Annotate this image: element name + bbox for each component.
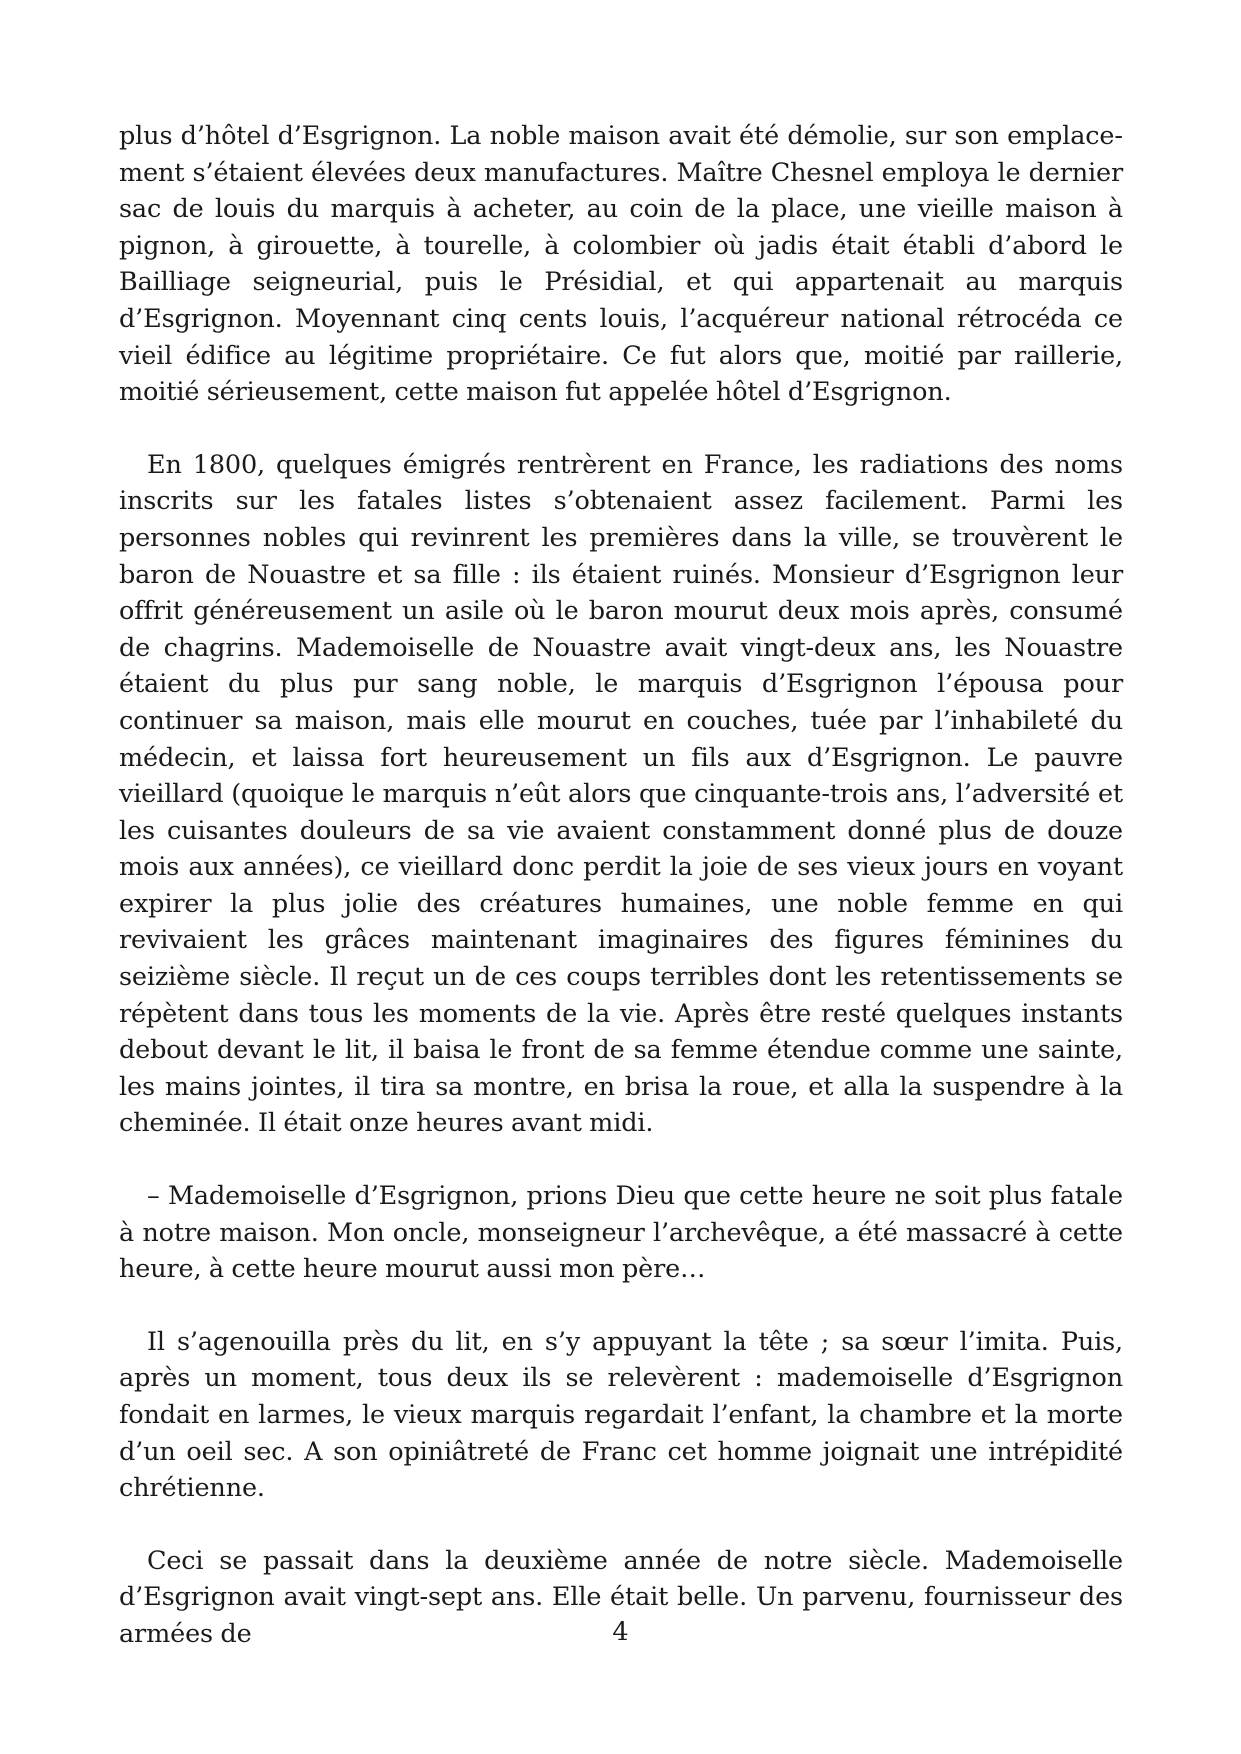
paragraph-3: – Mademoiselle d’Esgrignon, prions Dieu que cette heure ne soit plus fatale à notre maison. Mon oncle, monseigneur l’archevêque, a été massacré à cette heure, à cette heure mourut aussi mon père…: [119, 1181, 1123, 1285]
paragraph-1: plus d’hôtel d’Esgrignon. La noble maison avait été démolie, sur son emplacement s’étaient élevées deux manufactures. Maître Chesnel employa le dernier sac de louis du marquis à acheter, au coin de la place, une vieille maison à pignon, à girouette, à tourelle, à colombier où jadis était établi d’abord le Bailliage seigneurial, puis le Présidial, et qui appartenait au marquis d’Esgrignon. Moyennant cinq cents louis, l’acquéreur national rétrocéda ce vieil édifice au légitime propriétaire. Ce fut alors que, moitié par raillerie, moitié sérieusement, cette maison fut appelée hôtel d’Esgrignon.: [119, 121, 1123, 408]
text-body: [119, 118, 1123, 1653]
page-number: 4: [612, 1617, 629, 1647]
paragraph-4: Il s’agenouilla près du lit, en s’y appuyant la tête ; sa sœur l’imita. Puis, après un moment, tous deux ils se relevèrent : mademoiselle d’Esgrignon fondait en larmes, le vieux marquis regardait l’enfant, la chambre et la morte d’un oeil sec. A son opiniâtreté de Franc cet homme joignait une intrépidité chrétienne.: [119, 1326, 1123, 1504]
paragraph-5: Ceci se passait dans la deuxième année de notre siècle. Mademoiselle d’Esgrignon avait vingt-sept ans. Elle était belle. Un parvenu, fournisseur des armées de: [119, 1545, 1123, 1649]
paragraph-2: En 1800, quelques émigrés rentrèrent en France, les radiations des noms inscrits sur les fatales listes s’obtenaient assez facilement. Parmi les personnes nobles qui revinrent les premières dans la ville, se trouvèrent le baron de Nouastre et sa fille : ils étaient ruinés. Monsieur d’Esgrignon leur offrit généreusement un asile où le baron mourut deux mois après, consumé de chagrins. Mademoiselle de Nouastre avait vingt-deux ans, les Nouastre étaient du plus pur sang noble, le marquis d’Esgrignon l’épousa pour continuer sa maison, mais elle mourut en couches, tuée par l’inhabileté du médecin, et laissa fort heureusement un fils aux d’Esgrignon. Le pauvre vieillard (quoique le marquis n’eût alors que cinquante-trois ans, l’adversité et les cuisantes douleurs de sa vie avaient constamment donné plus de douze mois aux années), ce vieillard donc perdit la joie de ses vieux jours en voyant expirer la plus jolie des créatures humaines, une noble femme en qui revivaient les grâces maintenant imaginaires des figures féminines du seizième siècle. Il reçut un de ces coups terribles dont les retentissements se répètent dans tous les moments de la vie. Après être resté quelques instants debout devant le lit, il baisa le front de sa femme étendue comme une sainte, les mains jointes, il tira sa montre, en brisa la roue, et alla la suspendre à la cheminée. Il était onze heures avant midi.: [119, 449, 1123, 1139]
